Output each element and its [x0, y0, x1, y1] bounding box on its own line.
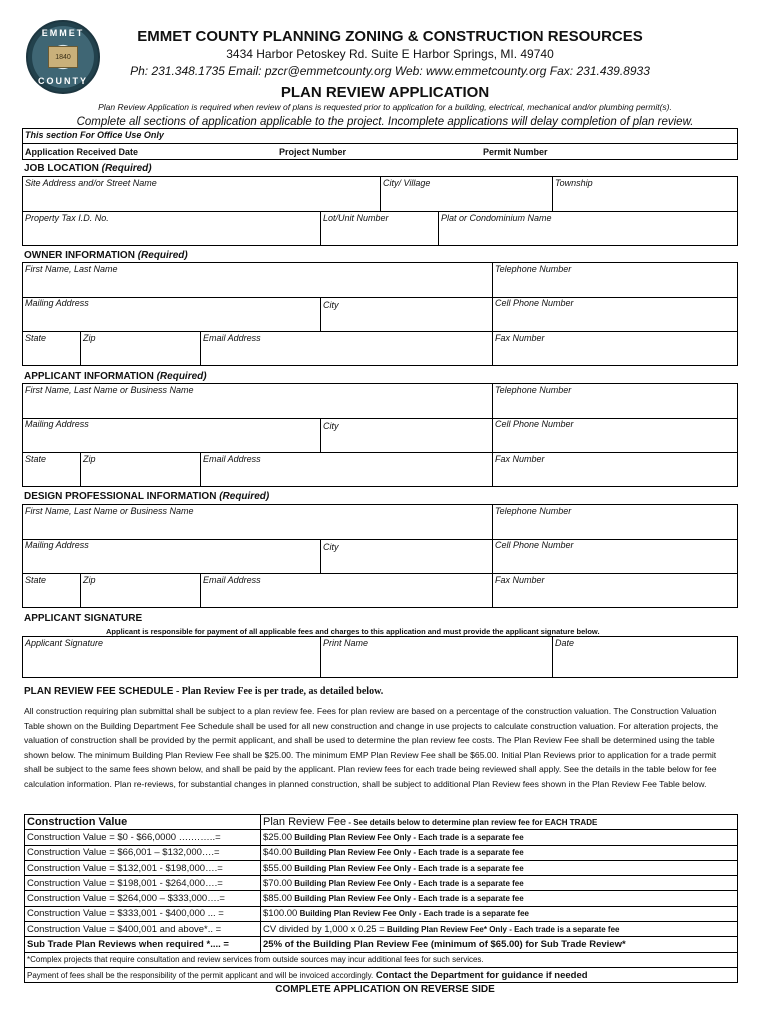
seal-center: 1840 — [48, 46, 78, 68]
footnote-complex: *Complex projects that require consultation and review services from outside sources may incur additional fees for such services. — [25, 952, 738, 967]
owner-name-field[interactable]: First Name, Last Name — [25, 264, 118, 274]
applicant-city-field[interactable]: City — [323, 421, 339, 431]
fee-cell: $25.00 Building Plan Review Fee Only - Each trade is a separate fee — [261, 830, 738, 845]
fee-table-header — [25, 815, 738, 830]
fee-cell: $70.00 Building Plan Review Fee Only - Each trade is a separate fee — [261, 876, 738, 891]
received-date-field[interactable]: Application Received Date — [25, 147, 139, 157]
owner-phone-field[interactable]: Telephone Number — [495, 264, 572, 274]
plat-name-field[interactable]: Plat or Condominium Name — [441, 213, 552, 223]
owner-cell-field[interactable]: Cell Phone Number — [495, 298, 574, 308]
tax-id-field[interactable]: Property Tax I.D. No. — [25, 213, 109, 223]
org-title: EMMET COUNTY PLANNING ZONING & CONSTRUCTION RESOURCES — [137, 28, 643, 45]
sub-trade-fee: 25% of the Building Plan Review Fee (minimum of $65.00) for Sub Trade Review* — [261, 937, 738, 952]
applicant-signature-field[interactable]: Applicant Signature — [25, 638, 104, 648]
reverse-side-note: COMPLETE APPLICATION ON REVERSE SIDE — [275, 984, 495, 995]
applicant-email-field[interactable]: Email Address — [203, 454, 261, 464]
county-seal — [26, 20, 100, 94]
fee-cell: $55.00 Building Plan Review Fee Only - Each trade is a separate fee — [261, 860, 738, 875]
fee-row — [25, 876, 738, 891]
design-city-field[interactable]: City — [323, 542, 339, 552]
construction-value-cell: Construction Value = $264,000 – $333,000….= — [25, 891, 261, 906]
job-location-box — [22, 176, 738, 246]
design-mailing-field[interactable]: Mailing Address — [25, 540, 89, 550]
seal-top-text: EMMET — [41, 28, 85, 38]
design-zip-field[interactable]: Zip — [83, 575, 96, 585]
complete-note: Complete all sections of application applicable to the project. Incomplete applications will delay completion of plan review. — [76, 116, 694, 128]
org-address: 3434 Harbor Petoskey Rd. Suite E Harbor Springs, MI. 49740 — [226, 47, 554, 61]
fee-row — [25, 922, 738, 937]
fee-row — [25, 860, 738, 875]
owner-info-title: OWNER INFORMATION (Required) — [24, 250, 188, 261]
design-email-field[interactable]: Email Address — [203, 575, 261, 585]
construction-value-header: Construction Value — [25, 815, 261, 830]
city-village-field[interactable]: City/ Village — [383, 178, 431, 188]
design-fax-field[interactable]: Fax Number — [495, 575, 545, 585]
fee-cell: $100.00 Building Plan Review Fee Only - Each trade is a separate fee — [261, 906, 738, 921]
applicant-state-field[interactable]: State — [25, 454, 47, 464]
fee-row — [25, 906, 738, 921]
footnote-payment: Payment of fees shall be the responsibility of the permit applicant and will be invoiced accordingly. Contact the Department for guidance if needed — [25, 967, 738, 982]
permit-number-field[interactable]: Permit Number — [483, 147, 548, 157]
office-use-title: This section For Office Use Only — [25, 130, 164, 140]
fee-row — [25, 891, 738, 906]
fee-cell: CV divided by 1,000 x 0.25 = Building Plan Review Fee* Only - Each trade is a separate fee — [261, 922, 738, 937]
construction-value-cell: Construction Value = $400,001 and above*.. = — [25, 922, 261, 937]
construction-value-cell: Construction Value = $132,001 - $198,000….= — [25, 860, 261, 875]
design-name-field[interactable]: First Name, Last Name or Business Name — [25, 506, 194, 516]
signature-title: APPLICANT SIGNATURE — [24, 613, 143, 624]
print-name-field[interactable]: Print Name — [323, 638, 369, 648]
project-number-field[interactable]: Project Number — [279, 147, 347, 157]
design-info-title: DESIGN PROFESSIONAL INFORMATION (Required) — [24, 491, 270, 502]
applicant-fax-field[interactable]: Fax Number — [495, 454, 545, 464]
plan-review-fee-header: Plan Review Fee - See details below to determine plan review fee for EACH TRADE — [261, 815, 738, 830]
owner-fax-field[interactable]: Fax Number — [495, 333, 545, 343]
sub-trade-label: Sub Trade Plan Reviews when required *.... = — [25, 937, 261, 952]
construction-value-cell: Construction Value = $0 - $66,0000 ….……..= — [25, 830, 261, 845]
sub-trade-row — [25, 937, 738, 952]
owner-zip-field[interactable]: Zip — [83, 333, 96, 343]
design-state-field[interactable]: State — [25, 575, 47, 585]
applicant-name-field[interactable]: First Name, Last Name or Business Name — [25, 385, 194, 395]
signature-box — [22, 636, 738, 678]
construction-value-cell: Construction Value = $333,001 - $400,000 ... = — [25, 906, 261, 921]
site-address-field[interactable]: Site Address and/or Street Name — [25, 178, 157, 188]
design-info-box — [22, 504, 738, 608]
fee-table — [24, 814, 738, 983]
signature-note: Applicant is responsible for payment of all applicable fees and charges to this application and must provide the applicant signature below. — [106, 627, 600, 636]
lot-number-field[interactable]: Lot/Unit Number — [323, 213, 389, 223]
applicant-zip-field[interactable]: Zip — [83, 454, 96, 464]
fee-row — [25, 830, 738, 845]
township-field[interactable]: Township — [555, 178, 593, 188]
construction-value-cell: Construction Value = $198,001 - $264,000….= — [25, 876, 261, 891]
office-use-box — [22, 128, 738, 160]
owner-city-field[interactable]: City — [323, 300, 339, 310]
applicant-mailing-field[interactable]: Mailing Address — [25, 419, 89, 429]
construction-value-cell: Construction Value = $66,001 – $132,000….= — [25, 845, 261, 860]
owner-state-field[interactable]: State — [25, 333, 47, 343]
seal-bottom-text: COUNTY — [38, 76, 88, 86]
fee-cell: $40.00 Building Plan Review Fee Only - Each trade is a separate fee — [261, 845, 738, 860]
owner-mailing-field[interactable]: Mailing Address — [25, 298, 89, 308]
fee-paragraph: All construction requiring plan submittal shall be subject to a plan review fee. Fees for plan review are based on a percentage of the construction valuation. The Construction Valuation Table shown on the Building Department Fee Schedule shall be used for all new construction and change in use projects to calculate construction valuation. For alteration projects, the valuation of construction shall be provided by the permit applicant, and shall be used to determine the plan review fee costs. The Plan Review Fee shall be determined using the table shown below. The minimum Building Plan Review Fee shall be $25.00. The minimum EMP Plan Review Fee shall be $65.00. Initial Plan Reviews prior to application for a trade permit shall be subject to the same fees shown below, and shall be paid by the applicant. Plan review fees for each trade being reviewed shall apply. See the details in the table below for fee calculation information. Plan re-reviews, for substantial changes in planned construction, shall be subject to additional Plan Review fees shown in the Plan Review Fee Table below. — [24, 706, 719, 789]
design-cell-field[interactable]: Cell Phone Number — [495, 540, 574, 550]
job-location-title: JOB LOCATION (Required) — [24, 163, 152, 174]
footnote-row — [25, 952, 738, 967]
applicant-cell-field[interactable]: Cell Phone Number — [495, 419, 574, 429]
footnote-row — [25, 967, 738, 982]
fee-schedule-title: PLAN REVIEW FEE SCHEDULE - Plan Review Fee is per trade, as detailed below. — [24, 686, 384, 697]
owner-email-field[interactable]: Email Address — [203, 333, 261, 343]
application-note: Plan Review Application is required when review of plans is requested prior to application for a building, electrical, mechanical and/or plumbing permit(s). — [98, 102, 672, 112]
fee-cell: $85.00 Building Plan Review Fee Only - Each trade is a separate fee — [261, 891, 738, 906]
applicant-phone-field[interactable]: Telephone Number — [495, 385, 572, 395]
applicant-info-box — [22, 383, 738, 487]
signature-date-field[interactable]: Date — [555, 638, 575, 648]
owner-info-box — [22, 262, 738, 366]
fee-row — [25, 845, 738, 860]
applicant-info-title: APPLICANT INFORMATION (Required) — [24, 371, 207, 382]
design-phone-field[interactable]: Telephone Number — [495, 506, 572, 516]
application-title: PLAN REVIEW APPLICATION — [280, 84, 490, 101]
org-contact: Ph: 231.348.1735 Email: pzcr@emmetcounty.org Web: www.emmetcounty.org Fax: 231.439.8933 — [130, 64, 650, 78]
